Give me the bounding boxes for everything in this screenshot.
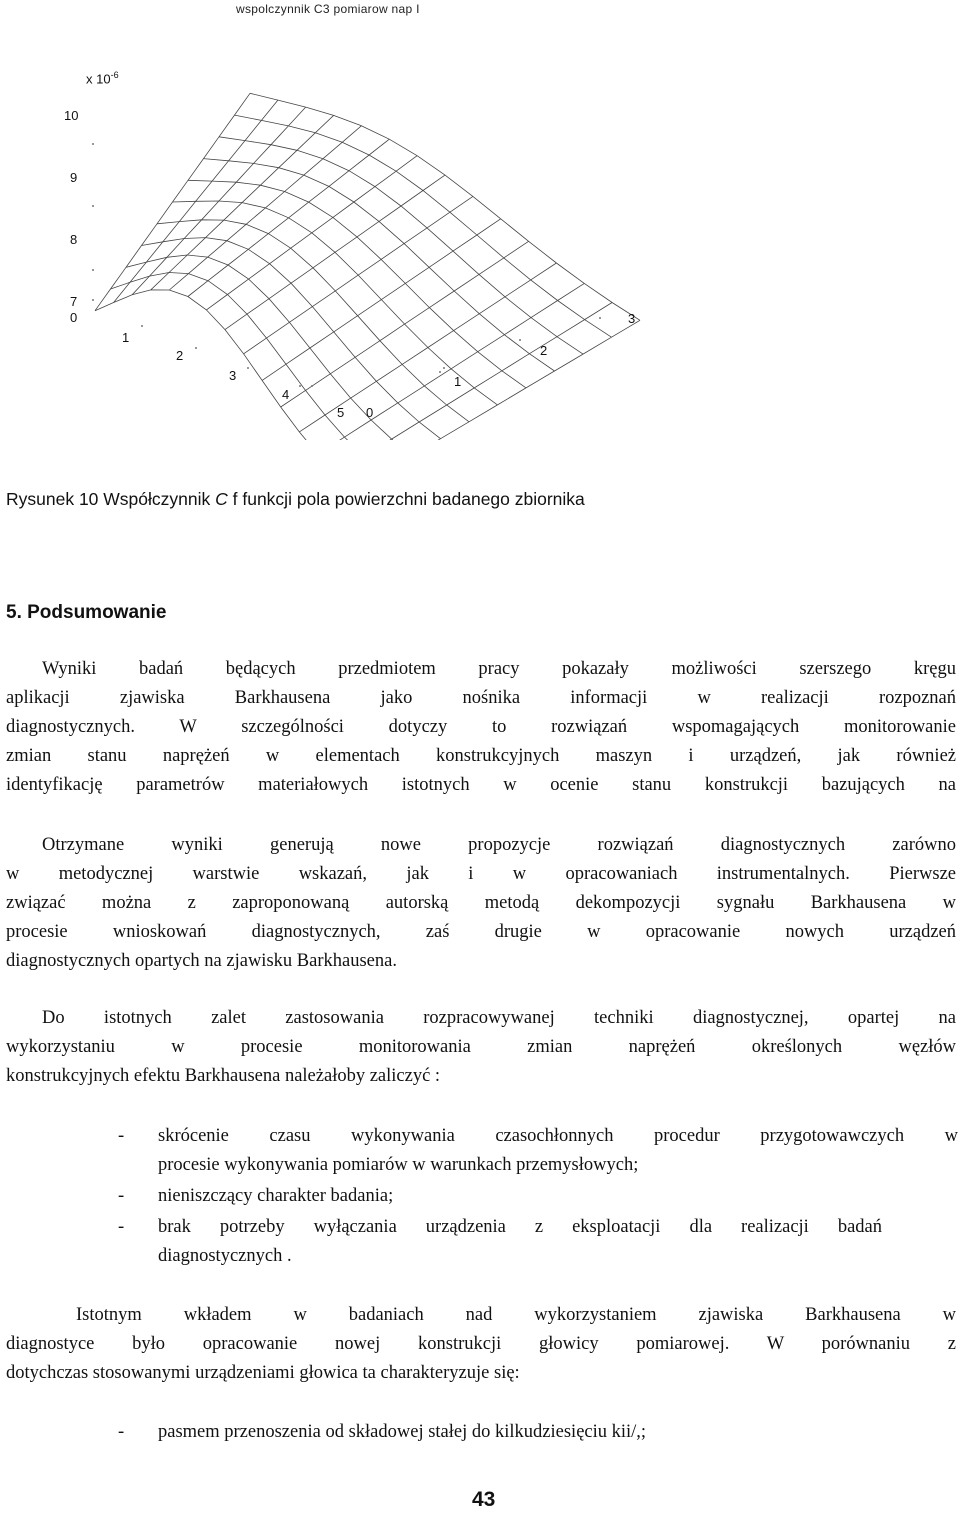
bullet-line: skrócenie czasu wykonywania czasochłonnych procedur przygotowawczych w [158, 1126, 958, 1146]
paragraph-line: procesie wnioskowań diagnostycznych, zaś drugie w opracowanie nowych urządzeń [6, 922, 956, 942]
zaxis-tick-8: 8 [70, 232, 78, 247]
plot-title: wspolczynnik C3 pomiarow nap I [236, 2, 420, 16]
bullet-line: nieniszczący charakter badania; [158, 1186, 394, 1206]
bullet-dash: - [118, 1126, 125, 1146]
xaxis-tick-4: 4 [282, 387, 290, 402]
paragraph-line: dotychczas stosowanymi urządzeniami głowica ta charakteryzuje się: [6, 1363, 520, 1383]
paragraph-line: Istotnym wkładem w badaniach nad wykorzystaniem zjawiska Barkhausena w [76, 1305, 956, 1325]
bullet-dash: - [118, 1217, 125, 1237]
mesh-line [318, 283, 584, 440]
mesh-line [235, 115, 612, 337]
paragraph-1 [6, 655, 956, 800]
bullet-line: brak potrzeby wyłączania urządzenia z eksploatacji dla realizacji badań [158, 1217, 882, 1237]
mesh-line [225, 175, 445, 330]
xaxis-tick-0: 0 [70, 310, 78, 325]
mesh-line [132, 107, 306, 295]
yaxis-tick-2: 2 [540, 343, 548, 358]
mesh-line [142, 238, 441, 439]
zaxis-tick-7: 7 [70, 294, 78, 309]
paragraph-line: konstrukcyjnych efektu Barkhausena należałoby zaliczyć : [6, 1066, 441, 1086]
mesh-line [188, 139, 389, 296]
bullet-line: diagnostycznych . [158, 1246, 292, 1266]
paragraph-line: aplikacji zjawiska Barkhausena jako nośnika informacji w realizacji rozpoznań [6, 688, 956, 708]
mesh-line [173, 201, 498, 405]
page-number: 43 [472, 1488, 496, 1511]
yaxis-tick-3: 3 [628, 311, 636, 326]
caption-symbol: C [215, 489, 228, 509]
mesh-line [244, 196, 473, 353]
section-heading: 5. Podsumowanie [6, 602, 167, 623]
mesh-line [250, 93, 640, 320]
mesh-line [157, 220, 469, 422]
yaxis-tick-1: 1 [454, 374, 462, 389]
mesh-line [95, 290, 355, 440]
paragraph-2 [6, 831, 956, 976]
paragraph-line: Otrzymane wyniki generują nowe propozycje rozwiązań diagnostycznych zarówno [42, 835, 956, 855]
surface-plot [0, 0, 960, 440]
paragraph-line: diagnostyce było opracowanie nowej konstrukcji głowicy pomiarowej. W porównaniu z [6, 1334, 956, 1354]
zaxis-tick-9: 9 [70, 170, 78, 185]
surface-mesh [95, 93, 640, 440]
xaxis-tick-2: 2 [176, 348, 184, 363]
bullet-dash: - [118, 1422, 125, 1442]
mesh-line [151, 115, 334, 290]
paragraph-line: diagnostycznych opartych na zjawisku Barkhausena. [6, 951, 397, 971]
paragraph-line: zmian stanu naprężeń w elementach konstrukcyjnych maszyn i urządzeń, jak również [6, 746, 956, 766]
paragraph-4 [6, 1301, 956, 1388]
paragraph-line: związać można z zaproponowaną autorską metodą dekompozycji sygnału Barkhausena w [6, 893, 956, 913]
figure-3d-surface [0, 0, 960, 440]
paragraph-line: identyfikację parametrów materiałowych istotnych w ocenie stanu konstrukcji bazujących na [6, 775, 956, 795]
paragraph-line: w metodycznej warstwie wskazań, jak i w opracowaniach instrumentalnych. Pierwsze [6, 864, 956, 884]
mesh-line [188, 180, 526, 388]
zaxis-exponent: x $10^{-6}$ [86, 70, 119, 87]
figure-caption: Rysunek 10 Współczynnik C f funkcji pola powierzchni badanego zbiornika [6, 489, 585, 509]
paragraph-line: wykorzystaniu w procesie monitorowania zmian naprężeń określonych węzłów [6, 1037, 956, 1057]
zaxis-tick-10: 10 [64, 108, 79, 123]
paragraph-3 [6, 1004, 956, 1091]
yaxis-tick-0: 0 [366, 405, 374, 420]
xaxis-tick-3: 3 [229, 368, 237, 383]
bullet-line: pasmem przenoszenia od składowej stałej do kilkudziesięciu kii/,; [158, 1422, 647, 1442]
bullet-dash: - [118, 1186, 125, 1206]
paragraph-line: Wyniki badań będących przedmiotem pracy pokazały możliwości szerszego kręgu [42, 659, 956, 679]
bullet-line: procesie wykonywania pomiarów w warunkach przemysłowych; [158, 1155, 639, 1175]
xaxis-tick-5: 5 [337, 405, 345, 420]
paragraph-line: Do istotnych zalet zastosowania rozpracowywanej techniki diagnostycznej, opartej na [42, 1008, 956, 1028]
xaxis-tick-1: 1 [122, 330, 130, 345]
paragraph-line: diagnostycznych. W szczególności dotyczy to rozwiązań wspomagających monitorowanie [6, 717, 956, 737]
mesh-line [355, 320, 640, 440]
mesh-line [95, 93, 250, 310]
mesh-line [336, 303, 612, 441]
mesh-line [114, 100, 278, 302]
